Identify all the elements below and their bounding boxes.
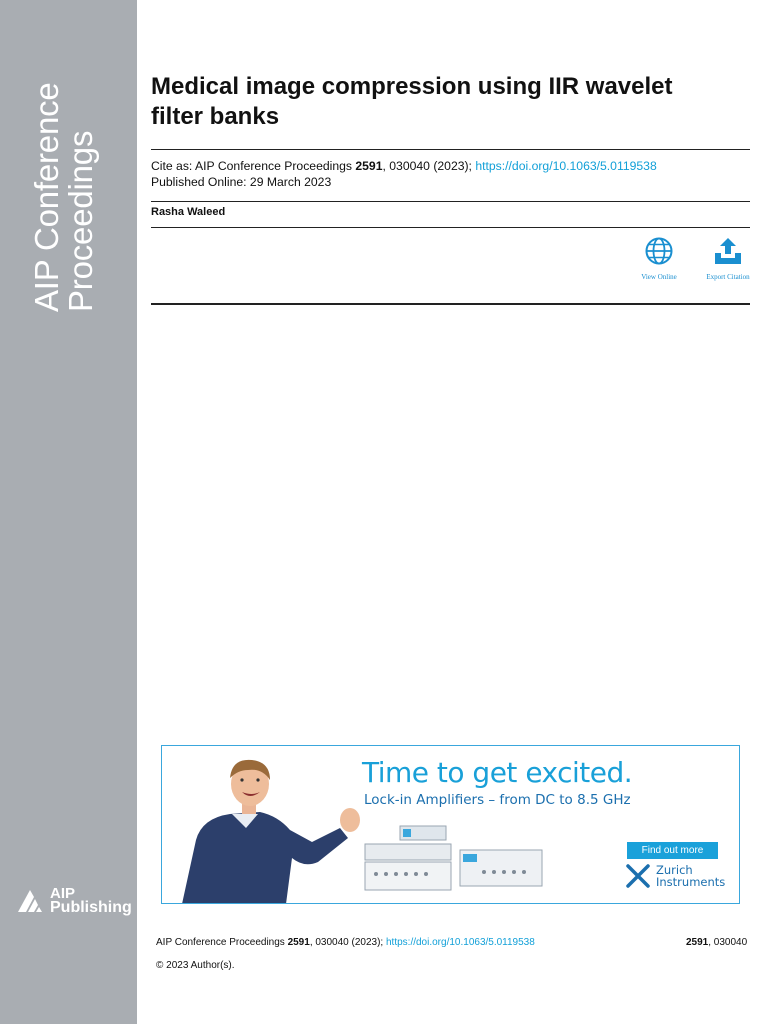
advertisement-banner[interactable] [161, 745, 740, 904]
publisher-name-line2: Publishing [50, 899, 132, 916]
footer-citation-volume: 2591 [287, 937, 310, 948]
footer-citation-prefix: AIP Conference Proceedings [156, 937, 288, 948]
sidebar [0, 0, 137, 1024]
doi-link[interactable]: https://doi.org/10.1063/5.0119538 [475, 159, 657, 173]
export-icon [713, 236, 743, 266]
globe-icon [644, 236, 674, 266]
divider [151, 303, 750, 305]
citation-mid: , 030040 (2023); [382, 159, 476, 173]
published-date: Published Online: 29 March 2023 [151, 175, 332, 189]
divider [151, 227, 750, 228]
author-name: Rasha Waleed [151, 206, 226, 218]
footer-citation-mid: , 030040 (2023); [309, 937, 386, 948]
copyright-notice: © 2023 Author(s). [156, 960, 235, 971]
publisher-name-line1: AIP [50, 885, 76, 902]
zurich-brand-line2: Instruments [656, 875, 726, 889]
zurich-brand-text [656, 864, 725, 888]
divider [151, 201, 750, 202]
view-online-button[interactable] [627, 236, 691, 281]
series-title-line1: AIP Conference [28, 82, 65, 312]
export-citation-button[interactable] [696, 236, 760, 281]
person-illustration [172, 754, 362, 904]
footer-citation [156, 937, 535, 948]
article-title: Medical image compression using IIR wavelet filter banks [151, 73, 673, 130]
footer-page-id [686, 937, 747, 948]
zurich-instruments-icon [626, 864, 650, 888]
view-online-label: View Online [641, 273, 677, 281]
ad-headline: Time to get excited. [362, 756, 633, 789]
series-title [30, 32, 98, 312]
citation-volume: 2591 [355, 159, 383, 173]
footer-page-volume: 2591 [686, 937, 709, 948]
lock-in-amplifier-illustration [362, 824, 547, 894]
citation-prefix: Cite as: AIP Conference Proceedings [151, 159, 356, 173]
series-title-line2: Proceedings [62, 130, 99, 312]
footer-page-number: , 030040 [708, 937, 748, 948]
zurich-brand-line1: Zurich [656, 863, 693, 877]
zurich-instruments-logo [626, 863, 726, 893]
aip-logo-icon [16, 888, 46, 914]
ad-subline: Lock-in Amplifiers – from DC to 8.5 GHz [364, 792, 631, 808]
footer-doi-link[interactable]: https://doi.org/10.1063/5.0119538 [385, 937, 535, 948]
find-out-more-button[interactable]: Find out more [627, 842, 718, 859]
export-citation-label: Export Citation [706, 273, 750, 281]
divider [151, 149, 750, 150]
citation-line [151, 158, 657, 174]
